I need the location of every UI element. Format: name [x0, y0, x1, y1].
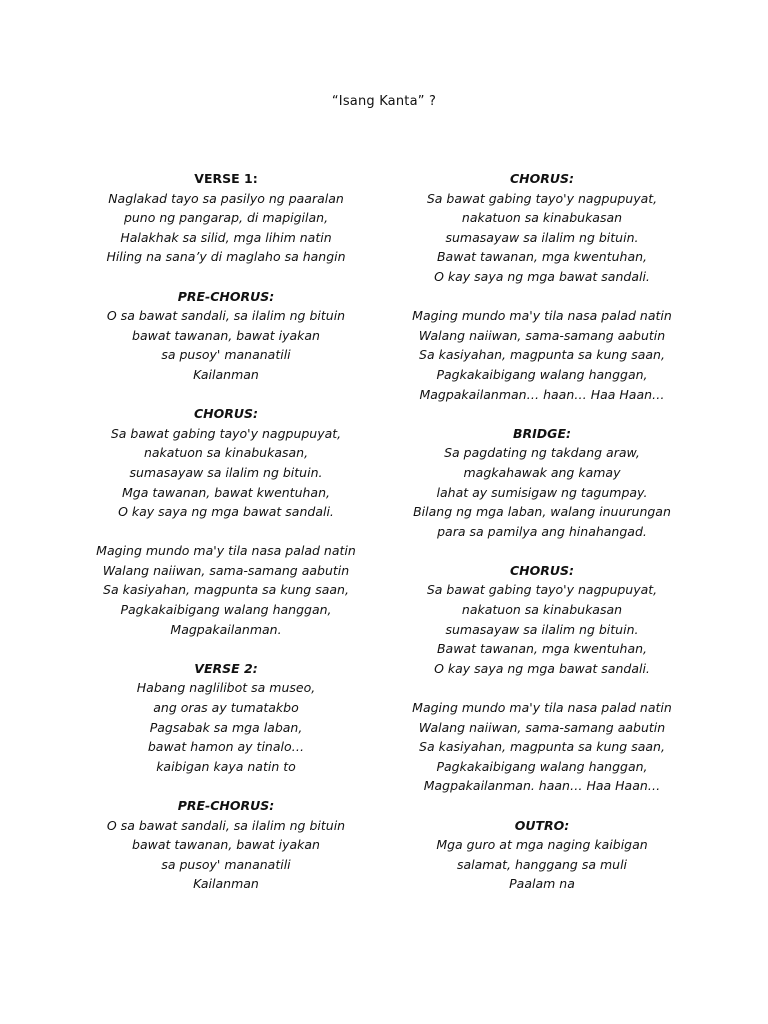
section-heading: PRE-CHORUS:	[177, 288, 275, 304]
lyric-line: puno ng pangarap, di mapigilan,	[123, 210, 329, 226]
lyric-line: O sa bawat sandali, sa ilalim ng bituin	[106, 817, 346, 833]
lyric-line: sumasayaw sa ilalim ng bituin.	[445, 621, 639, 637]
lyric-section-verse-2	[61, 659, 391, 777]
lyric-line: nakatuon sa kinabukasan	[461, 210, 623, 226]
lyric-line: bawat hamon ay tinalo…	[147, 739, 305, 755]
lyric-line: Walang naiiwan, sama-samang aabutin	[418, 719, 666, 735]
left-column	[61, 169, 391, 914]
lyric-line: Halakhak sa silid, mga lihim natin	[120, 229, 332, 245]
section-heading: CHORUS:	[509, 562, 575, 578]
section-heading: VERSE 1:	[194, 171, 258, 186]
lyric-line: magkahawak ang kamay	[463, 464, 621, 480]
lyric-section-stanza	[377, 306, 707, 404]
lyric-section-chorus	[61, 404, 391, 522]
lyric-line: Kailanman	[193, 876, 259, 892]
section-heading: BRIDGE:	[513, 425, 571, 441]
lyric-line: Kailanman	[193, 366, 259, 382]
lyric-line: sa pusoy' mananatili	[161, 856, 291, 872]
section-heading: VERSE 2:	[194, 660, 258, 676]
lyric-line: sumasayaw sa ilalim ng bituin.	[445, 229, 639, 245]
lyric-line: Pagkakaibigang walang hanggan,	[436, 758, 648, 774]
lyric-line: Maging mundo ma'y tila nasa palad natin	[412, 308, 672, 324]
lyric-line: Sa kasiyahan, magpunta sa kung saan,	[419, 347, 665, 363]
lyric-line: Sa bawat gabing tayo'y nagpupuyat,	[110, 425, 342, 441]
lyric-section-stanza	[377, 698, 707, 796]
lyric-line: sumasayaw sa ilalim ng bituin.	[129, 464, 323, 480]
lyric-line: kaibigan kaya natin to	[156, 758, 296, 774]
page-title: “Isang Kanta” ?	[331, 94, 437, 109]
lyric-line: Pagkakaibigang walang hanggan,	[436, 366, 648, 382]
lyric-line: Maging mundo ma'y tila nasa palad natin	[96, 543, 356, 559]
lyric-line: Walang naiiwan, sama-samang aabutin	[102, 562, 350, 578]
lyric-line: Bawat tawanan, mga kwentuhan,	[436, 641, 647, 657]
lyric-line: Hiling na sana’y di maglaho sa hangin	[106, 249, 346, 265]
lyric-line: O sa bawat sandali, sa ilalim ng bituin	[106, 308, 346, 324]
section-heading: CHORUS:	[193, 406, 259, 422]
lyric-line: Paalam na	[509, 876, 575, 892]
lyric-line: Pagkakaibigang walang hanggan,	[120, 602, 332, 618]
lyric-line: Bawat tawanan, mga kwentuhan,	[436, 249, 647, 265]
right-column	[377, 169, 707, 914]
section-heading: OUTRO:	[514, 817, 570, 833]
lyric-section-pre-chorus	[61, 796, 391, 894]
lyric-line: Sa pagdating ng takdang araw,	[444, 445, 640, 461]
section-heading: CHORUS:	[509, 171, 575, 186]
lyric-line: Magpakailanman.	[170, 621, 282, 637]
lyric-line: O kay saya ng mga bawat sandali.	[434, 660, 650, 676]
lyric-line: Naglakad tayo sa pasilyo ng paaralan	[108, 190, 344, 206]
lyric-section-verse-1	[61, 169, 391, 267]
lyric-line: Pagsabak sa mga laban,	[149, 719, 303, 735]
lyric-line: bawat tawanan, bawat iyakan	[132, 837, 320, 853]
lyric-line: nakatuon sa kinabukasan,	[143, 445, 309, 461]
lyric-line: Sa bawat gabing tayo'y nagpupuyat,	[426, 190, 658, 206]
lyric-section-chorus	[377, 561, 707, 679]
lyric-line: Sa kasiyahan, magpunta sa kung saan,	[103, 582, 349, 598]
lyric-line: Sa kasiyahan, magpunta sa kung saan,	[419, 739, 665, 755]
lyric-line: Mga guro at mga naging kaibigan	[436, 837, 648, 853]
lyric-line: bawat tawanan, bawat iyakan	[132, 327, 320, 343]
section-heading: PRE-CHORUS:	[177, 798, 275, 813]
lyric-line: sa pusoy' mananatili	[161, 347, 291, 363]
lyric-section-stanza	[61, 541, 391, 639]
lyric-line: Magpakailanman. haan… Haa Haan…	[423, 778, 661, 794]
lyric-line: O kay saya ng mga bawat sandali.	[118, 504, 334, 520]
lyric-line: lahat ay sumisigaw ng tagumpay.	[436, 484, 648, 500]
lyric-line: salamat, hanggang sa muli	[456, 856, 628, 872]
lyric-line: Magpakailanman… haan… Haa Haan…	[419, 386, 665, 402]
lyric-line: ang oras ay tumatakbo	[153, 700, 299, 716]
lyric-line: O kay saya ng mga bawat sandali.	[434, 268, 650, 284]
lyric-line: nakatuon sa kinabukasan	[461, 602, 623, 618]
lyric-line: Mga tawanan, bawat kwentuhan,	[122, 484, 330, 500]
lyric-line: Habang naglilibot sa museo,	[136, 680, 316, 696]
lyric-section-bridge	[377, 424, 707, 542]
lyric-section-chorus	[377, 169, 707, 287]
lyric-line: Maging mundo ma'y tila nasa palad natin	[412, 700, 672, 716]
lyric-line: Sa bawat gabing tayo'y nagpupuyat,	[426, 582, 658, 598]
lyric-section-pre-chorus	[61, 287, 391, 385]
lyric-section-outro	[377, 816, 707, 894]
lyric-line: para sa pamilya ang hinahangad.	[437, 523, 647, 539]
lyric-line: Bilang ng mga laban, walang inuurungan	[413, 504, 671, 520]
lyric-line: Walang naiiwan, sama-samang aabutin	[418, 327, 666, 343]
